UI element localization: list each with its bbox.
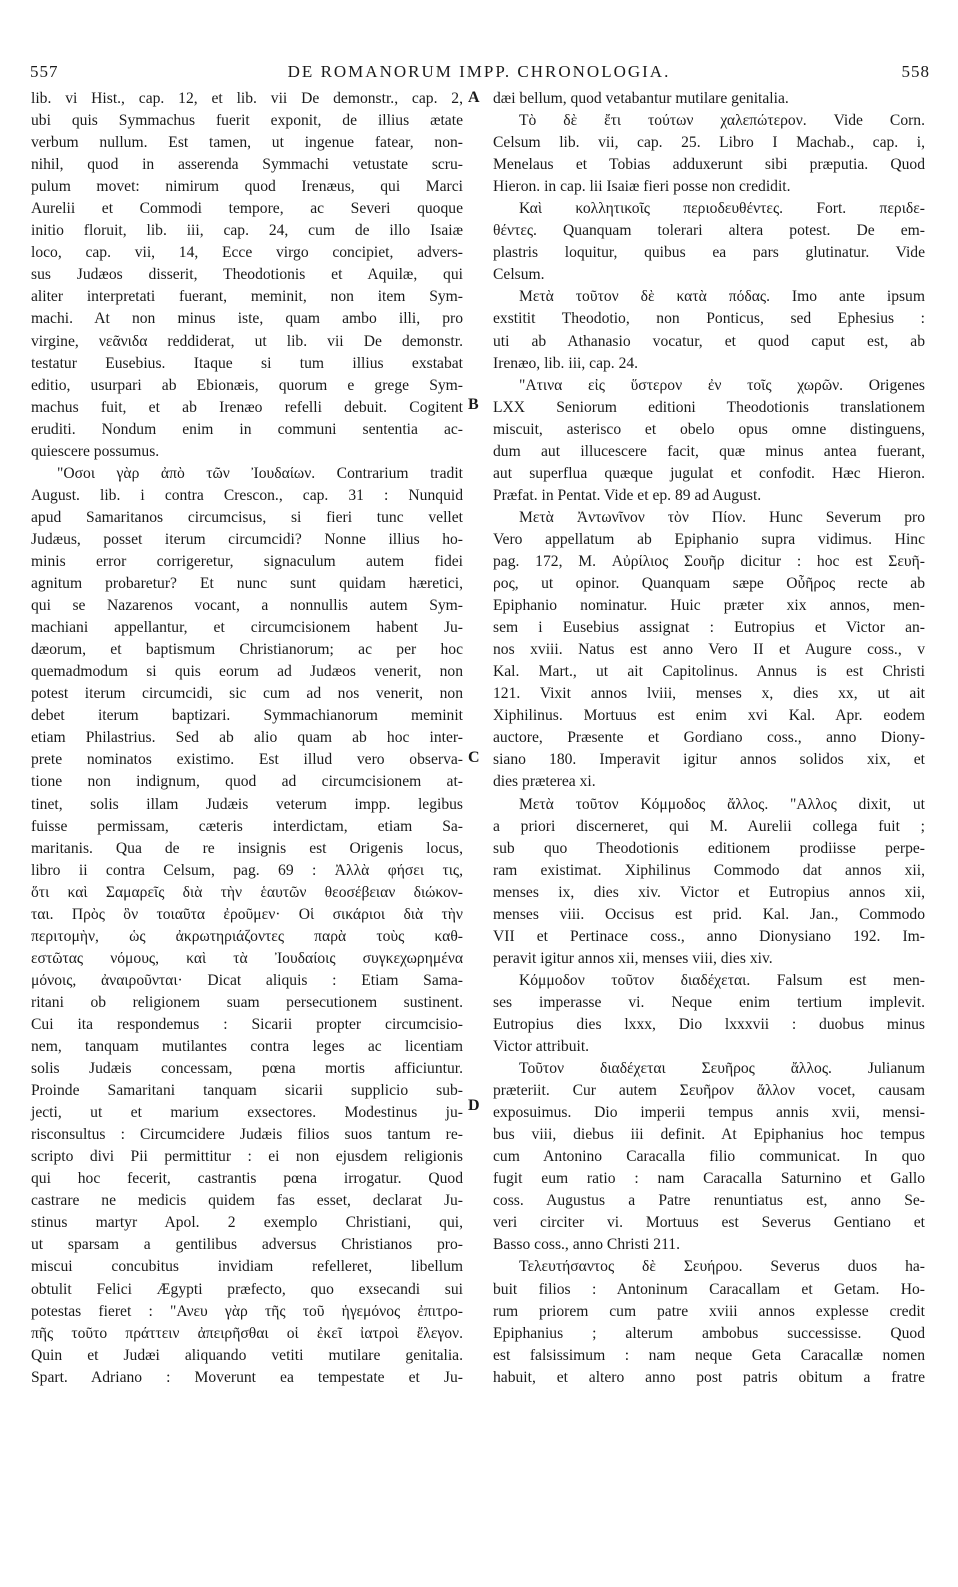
text-line: πῆς τοῦτο πράττειν ἀπειρῆσθαι οἱ ἐκεῖ ἰατροὶ ἔλεγον.: [31, 1324, 463, 1342]
text-line: fuisse permissam, cæteris interdictam, etiam Sa-: [31, 817, 463, 835]
text-line: qui hoc fecerit, castrantis pœna irrogatur. Quod: [31, 1170, 463, 1188]
text-line: dies præterea xi.: [493, 773, 596, 791]
text-line: verbum nullum. Est tamen, ut ingenue fatear, non-: [31, 134, 463, 152]
text-line: Menelaus et Tobias adduxerunt sibi præputia. Quod: [493, 156, 925, 174]
margin-letter-d: D: [468, 1097, 480, 1114]
text-line: περιτομὴν, ὡς ἀκρωτηριάζοντες παρὰ τοὺς καθ-: [31, 927, 463, 945]
text-line: qui se Nazarenos vocant, a nonnullis autem Sym-: [31, 597, 463, 615]
text-line: minis error corrigeretur, signaculum autem fidei: [31, 552, 463, 570]
text-line: Celsum.: [493, 266, 545, 284]
text-line: testatur Eusebius. Itaque si tum illius exstabat: [31, 354, 463, 372]
text-line: sub quo Theodotionis editionem prodiisse perpe-: [493, 839, 925, 857]
text-line: ut sparsam a gentilibus adversus Christianos pro-: [31, 1236, 463, 1254]
text-line: veri circiter vi. Mortuus est Severus Gentiano et: [493, 1214, 925, 1232]
text-line: prete nominatos existimo. Est illud vero observa-: [31, 751, 463, 769]
text-line: Irenæo, lib. iii, cap. 24.: [493, 354, 639, 372]
text-line: dæi bellum, quod vetabantur mutilare genitalia.: [493, 90, 789, 107]
text-line: Basso coss., anno Christi 211.: [493, 1236, 680, 1254]
text-line: fugit eum ratio : nam Caracalla Saturnino et Gallo: [493, 1170, 925, 1188]
text-line: scripto divi Pii permittitur : ei non ejusdem religionis: [31, 1148, 463, 1166]
text-line: aut superflua quæque jugulat et confodit. Hæc Hieron.: [493, 464, 925, 482]
text-line: μόνοις, ἀναιροῦνται· Dicat aliquis : Etiam Sama-: [31, 971, 463, 989]
text-line: machus fuit, et ab Irenæo refelli debuit. Cogitent: [31, 398, 463, 416]
text-line: editio, usurpari ab Ebionæis, quorum e grege Sym-: [31, 376, 463, 394]
right-column: [493, 88, 925, 1389]
text-line: Hieron. in cap. lii Isaiæ fieri posse non credidit.: [493, 178, 791, 196]
text-line: nihil, quod in asserenda Symmachi vetustate scru-: [31, 156, 463, 174]
text-line: Victor attribuit.: [493, 1038, 590, 1056]
text-line: virgine, νεᾶνιδα reddiderat, ut lib. vii De demonstr.: [31, 332, 463, 350]
text-line: est falsissimum : nam neque Geta Caracallæ nomen: [493, 1346, 925, 1364]
text-line: Vero appellatum ab Epiphanio supra vidimus. Hinc: [493, 530, 925, 548]
text-line: buit filios : Antoninum Caracallam et Getam. Ho-: [493, 1280, 925, 1298]
text-line: stinus martyr Apol. 2 exemplo Christiani, qui,: [31, 1214, 463, 1232]
text-line: auctore, Præsente et Gordiano coss., anno Diony-: [493, 729, 925, 747]
text-line: quiescere possumus.: [31, 442, 160, 460]
text-line: dum aut illucescere facit, quæ minus antea fuerant,: [493, 442, 925, 460]
text-line: sem i Eusebius assignat : Eutropius et Victor an-: [493, 619, 925, 637]
text-line: bus viii, diebus iii definit. At Epiphanius hoc tempus: [493, 1126, 925, 1144]
text-line: castrare ne medicis quidem fas esset, declarat Ju-: [31, 1192, 463, 1210]
text-line: nos xviii. Natus est anno Vero II et Augure coss., v: [493, 641, 925, 659]
text-line: tinet, solis illam Judæis veterum impp. legibus: [31, 795, 463, 813]
text-line: Μετὰ τοῦτον Κόμμοδος ἄλλος. "Αλλος dixit, ut: [519, 795, 925, 813]
text-line: Xiphilinus. Mortuus est enim xvi Kal. Apr. eodem: [493, 707, 925, 725]
text-line: August. lib. i contra Crescon., cap. 31 : Nunquid: [31, 486, 463, 504]
margin-letter-b: B: [468, 396, 479, 413]
text-line: exstitit Theodotio, non Ponticus, sed Ephesius :: [493, 310, 925, 328]
text-line: Τοῦτον διαδέχεται Σευῆρος ἄλλος. Julianum: [519, 1060, 925, 1078]
text-line: ritani ob religionem suam persecutionem sustinent.: [31, 993, 463, 1011]
text-line: plastris loquitur, quibus ea pars glutinatur. Vide: [493, 244, 925, 262]
text-line: Præfat. in Pentat. Vide et ep. 89 ad August.: [493, 486, 762, 504]
text-line: ρος, ut opinor. Quanquam sæpe Οὖῆρος recte ab: [493, 575, 925, 593]
text-line: Cui ita respondemus : Sicarii propter circumcisio-: [31, 1015, 463, 1033]
text-line: lib. vi Hist., cap. 12, et lib. vii De demonstr., cap. 2,: [31, 90, 463, 107]
text-line: Proinde Samaritani tanquam sicarii supplicio sub-: [31, 1082, 463, 1100]
text-line: coss. Augustus a Patre renuntiatus est, anno Se-: [493, 1192, 925, 1210]
text-line: Spart. Adriano : Moverunt ea tempestate et Ju-: [31, 1368, 463, 1386]
text-line: menses viii. Occisus est prid. Kal. Jan., Commodo: [493, 905, 925, 923]
page-number-left: 557: [30, 62, 59, 81]
text-line: apud Samaritanos circumcisus, si fieri tunc vellet: [31, 508, 463, 526]
text-line: quemadmodum si quis eorum ad Judæos venerit, non: [31, 663, 463, 681]
text-line: cum Antonino Caracalla filio communicat. In quo: [493, 1148, 925, 1166]
text-line: εστῶτας νόμους, καὶ τὰ Ἰουδαίοις συγκεχωρημένα: [31, 949, 463, 967]
text-line: miscui concubitus invidiam refelleret, libellum: [31, 1258, 463, 1276]
text-line: θέντες. Quanquam tolerari altera potest. De em-: [493, 222, 925, 240]
page-number-right: 558: [901, 62, 930, 81]
running-header: [0, 62, 958, 86]
text-line: uti ab Athanasio vocatur, et quod caput est, ab: [493, 332, 925, 350]
text-line: libro ii contra Celsum, pag. 69 : Ἀλλὰ φήσει τις,: [31, 861, 463, 879]
text-line: siano 180. Imperavit igitur annos solidos xix, et: [493, 751, 925, 769]
text-line: loco, cap. vii, 14, Ecce virgo concipiet, advers-: [31, 244, 463, 262]
margin-letter-a: A: [468, 89, 480, 106]
text-line: Judæus, posset iterum circumcidi? Nonne illius ho-: [31, 530, 463, 548]
text-line: pulum movet: nimirum quod Irenæus, qui Marci: [31, 178, 463, 196]
text-line: ται. Πρὸς ὃν τοιαῦτα ἐροῦμεν· Οἱ σικάριοι διὰ τὴν: [31, 905, 463, 923]
text-line: aliter interpretati fuerant, meminit, non item Sym-: [31, 288, 463, 306]
text-line: habuit, et altero anno post patris obitum a fratre: [493, 1368, 925, 1386]
text-line: 121. Vixit annos lviii, menses x, dies xx, ut ait: [493, 685, 925, 703]
text-line: machi. At non minus iste, quam ambo illi, pro: [31, 310, 463, 328]
text-line: eruditi. Nondum enim in communi sententia ac-: [31, 420, 463, 438]
text-line: initio floruit, lib. iii, cap. 24, cum de illo Isaiæ: [31, 222, 463, 240]
running-title: DE ROMANORUM IMPP. CHRONOLOGIA.: [287, 62, 671, 81]
left-column: [31, 88, 463, 1389]
text-line: Celsum lib. vii, cap. 25. Libro I Machab., cap. i,: [493, 134, 925, 152]
text-line: ses imperasse vi. Neque enim tertium implevit.: [493, 993, 925, 1011]
text-line: Τὸ δὲ ἔτι τούτων χαλεπώτερον. Vide Corn.: [519, 112, 925, 130]
text-line: Quin et Judæi aliquando vetiti mutilare genitalia.: [31, 1346, 463, 1364]
text-line: agnitum probaretur? Et nunc sunt quidam hæretici,: [31, 575, 463, 593]
text-line: exposuimus. Dio imperii tempus annis xvii, mensi-: [493, 1104, 925, 1122]
text-line: Μετὰ Ἀντωνῖνον τὸν Πίον. Hunc Severum pro: [519, 508, 925, 526]
text-line: pag. 172, M. Αὐρίλιος Σουῆρ dicitur : hoc est Σευῆ-: [493, 552, 925, 570]
text-line: etiam Philastrius. Sed ab alio quam ab hoc inter-: [31, 729, 463, 747]
text-line: LXX Seniorum editioni Theodotionis translationem: [493, 398, 925, 416]
margin-letter-c: C: [468, 749, 480, 766]
text-line: obtulit Felici Ægypti præfecto, quo exsecandi sui: [31, 1280, 463, 1298]
text-line: Kal. Mart., ut ait Capitolinus. Annus is est Christi: [493, 663, 925, 681]
text-line: menses ix, dies xiv. Victor et Eutropius annos xii,: [493, 883, 925, 901]
text-line: debet iterum baptizari. Symmachianorum meminit: [31, 707, 463, 725]
text-line: rum priorem cum patre xviii annos explesse credit: [493, 1302, 925, 1320]
text-line: ὅτι καὶ Σαμαρεῖς διὰ τὴν ἑαυτῶν θεοσέβειαν διώκον-: [31, 883, 463, 901]
text-line: solis Judæis concessam, pœna mortis afficiuntur.: [31, 1060, 463, 1078]
text-line: miscuit, asterisco et obelo opus omne distinguens,: [493, 420, 925, 438]
text-line: nem, tanquam mutilantes contra leges ac licentiam: [31, 1038, 463, 1056]
text-line: Epiphanius ; alterum ambobus successisse. Quod: [493, 1324, 925, 1342]
text-line: præteriit. Cur autem Σευῆρον ἄλλον vocet, causam: [493, 1082, 925, 1100]
text-line: potestas fieret : "Ανευ γὰρ τῆς τοῦ ἡγεμόνος ἐπιτρο-: [31, 1302, 463, 1320]
text-line: Τελευτήσαντος δὲ Σευήρου. Severus duos ha-: [519, 1258, 925, 1276]
text-line: tione non indignum, quod ad circumcisionem at-: [31, 773, 463, 791]
text-line: ram existimat. Xiphilinus Commodo dat annos xii,: [493, 861, 925, 879]
text-line: maritanis. Qua de re insignis est Origenis locus,: [31, 839, 463, 857]
text-line: machiani appellantur, et circumcisionem habent Ju-: [31, 619, 463, 637]
text-line: "Οσοι γὰρ ἀπὸ τῶν Ἰουδαίων. Contrarium tradit: [57, 464, 463, 482]
text-line: Καὶ κολλητικοῖς περιοδευθέντες. Fort. περιδε-: [519, 200, 925, 218]
text-line: dæorum, et baptismum Christianorum; ac per hoc: [31, 641, 463, 659]
text-line: Eutropius dies lxxx, Dio lxxxvii : duobus minus: [493, 1015, 925, 1033]
text-line: ubi quis Symmachus fuerit exponit, de illius ætate: [31, 112, 463, 130]
text-line: Epiphanio nominatur. Huic præter xix annos, men-: [493, 597, 925, 615]
text-line: peravit igitur annos xii, menses viii, dies xiv.: [493, 949, 773, 967]
text-line: jecti, ut et marium exsectores. Modestinus ju-: [31, 1104, 463, 1122]
text-line: Aurelii et Commodi tempore, ac Severi quoque: [31, 200, 463, 218]
text-line: Κόμμοδον τοῦτον διαδέχεται. Falsum est men-: [519, 971, 925, 989]
text-line: VII et Pertinace coss., anno Dionysiano 192. Im-: [493, 927, 925, 945]
text-line: "Ατινα εἰς ὕστερον ἐν τοῖς χωρῶν. Origenes: [519, 376, 925, 394]
text-line: a priori discerneret, qui M. Aurelii collega fuit ;: [493, 817, 925, 835]
text-line: Μετὰ τοῦτον δὲ κατὰ πόδας. Imo ante ipsum: [519, 288, 925, 306]
text-line: potest iterum circumcidi, sic cum ad nos venerit, non: [31, 685, 463, 703]
text-line: risconsultus : Circumcidere Judæis filios suos tantum re-: [31, 1126, 463, 1144]
text-line: sus Judæos disserit, Theodotionis et Aquilæ, qui: [31, 266, 463, 284]
